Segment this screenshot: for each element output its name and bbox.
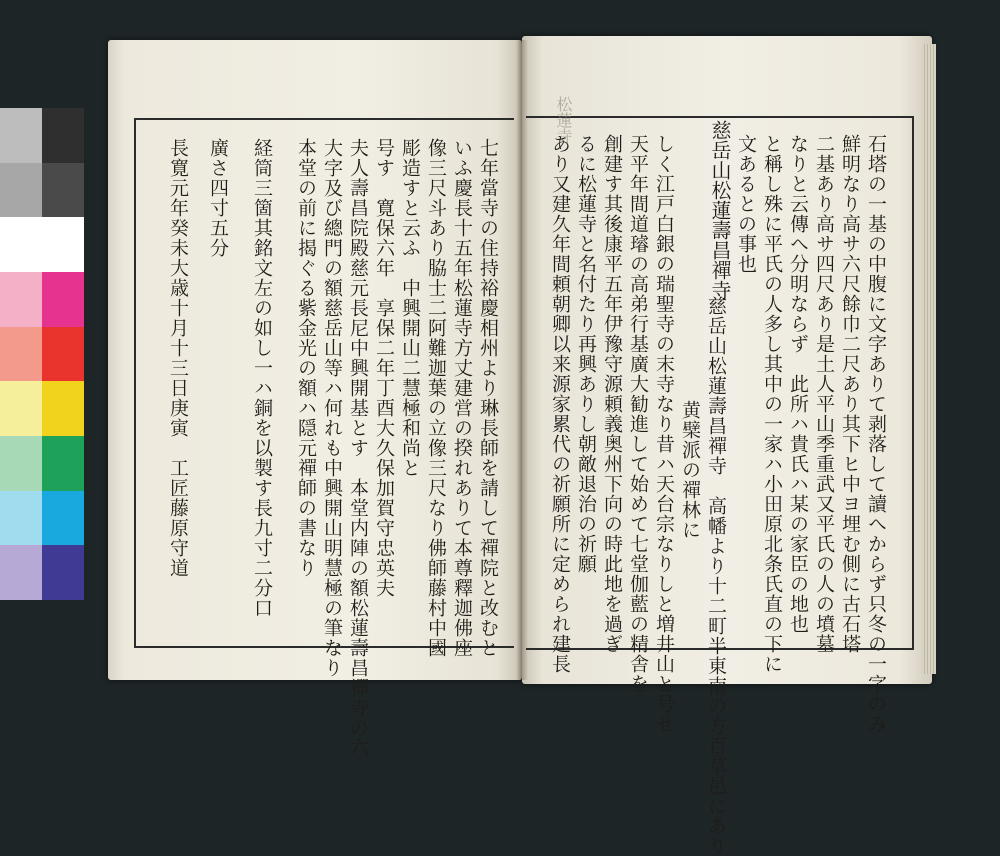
right-text-column: 文あるとの事也 [735, 134, 757, 274]
color-swatch [42, 217, 84, 272]
color-swatch [0, 327, 42, 382]
left-text-column: 七年當寺の住持裕慶相州より琳長師を請して禪院と改むと [477, 138, 499, 658]
left-text-column: いふ慶長十五年松蓮寺方丈建営の揆れありて本尊釋迦佛座 [451, 138, 473, 658]
color-swatch [0, 108, 42, 163]
color-swatch [42, 436, 84, 491]
left-text-column: 夫人壽昌院殿慈元長尼中興開基とす 本堂内陣の額松蓮壽昌禪寺の六 [347, 138, 369, 758]
page-runner: 松蓮寺 [554, 96, 573, 144]
entry-heading: 慈岳山松蓮壽昌禪寺 [708, 120, 732, 300]
right-text-column: 鮮明なり高サ六尺餘巾二尺あり其下ヒ中ヨ埋む側に古石塔 [839, 134, 861, 654]
color-swatch [0, 436, 42, 491]
color-calibration-strip [0, 108, 84, 600]
color-swatch [0, 163, 42, 218]
right-text-column: るに松蓮寺と名付たり再興ありし朝敵退治の祈願 [575, 134, 597, 574]
left-text-column: 像三尺斗あり脇士二阿難迦葉の立像三尺なり佛師藤村中國 [425, 138, 447, 658]
left-text-column: 大字及び總門の額慈岳山等ハ何れも中興開山明慧極の筆なり [321, 138, 343, 678]
right-text-column: 創建す其後康平五年伊豫守源頼義奥州下向の時此地を過ぎ [601, 134, 623, 654]
right-text-column: と稱し殊に平氏の人多し其中の一家ハ小田原北条氏直の下に [761, 134, 783, 674]
right-text-column: しく江戸白銀の瑞聖寺の末寺なり昔ハ天台宗なりしと増井山と号せ [653, 134, 675, 734]
color-swatch [42, 108, 84, 163]
color-swatch [0, 381, 42, 436]
page-edges [922, 44, 936, 674]
right-text-column: 二基あり高サ四尺あり是土人平山季重武又平氏の人の墳墓 [813, 134, 835, 654]
color-swatch [0, 272, 42, 327]
color-swatch [42, 327, 84, 382]
color-swatch [42, 163, 84, 218]
right-text-column: 慈岳山松蓮壽昌禪寺 高幡より十二町半東南の方百草邑にあり [705, 296, 727, 856]
color-swatch [0, 491, 42, 546]
right-text-column: 石塔の一基の中腹に文字ありて剥落して讀へからず只冬の一字のみ [865, 134, 887, 734]
color-swatch [42, 272, 84, 327]
left-text-column: 経筒三箇其銘文左の如し一ハ銅を以製す長九寸二分口 [251, 138, 273, 618]
color-swatch [42, 491, 84, 546]
color-swatch [0, 217, 42, 272]
color-swatch [42, 545, 84, 600]
left-text-column: 本堂の前に揭ぐる紫金光の額ハ隠元禪師の書なり [295, 138, 317, 578]
left-text-column: 廣さ四寸五分 [207, 138, 229, 258]
color-swatch [0, 545, 42, 600]
left-text-column: 号す 寛保六年 享保二年丁酉大久保加賀守忠英夫 [373, 138, 395, 598]
right-text-column: 天平年間道璿の高弟行基廣大勧進して始めて七堂伽藍の精舎を [627, 134, 649, 694]
right-text-column: なりと云傳へ分明ならず 此所ハ貴氏ハ某の家臣の地也 [787, 134, 809, 634]
right-text-column: 黄檗派の禪林に [679, 400, 701, 540]
left-text-column: 長寛元年癸未大歳十月十三日庚寅 工匠藤原守道 [167, 138, 189, 578]
right-text-column: あり又建久年間頼朝卿以来源家累代の祈願所に定められ建長 [549, 134, 571, 674]
left-text-column: 彫造すと云ふ 中興開山二慧極和尚と [399, 138, 421, 478]
color-swatch [42, 381, 84, 436]
